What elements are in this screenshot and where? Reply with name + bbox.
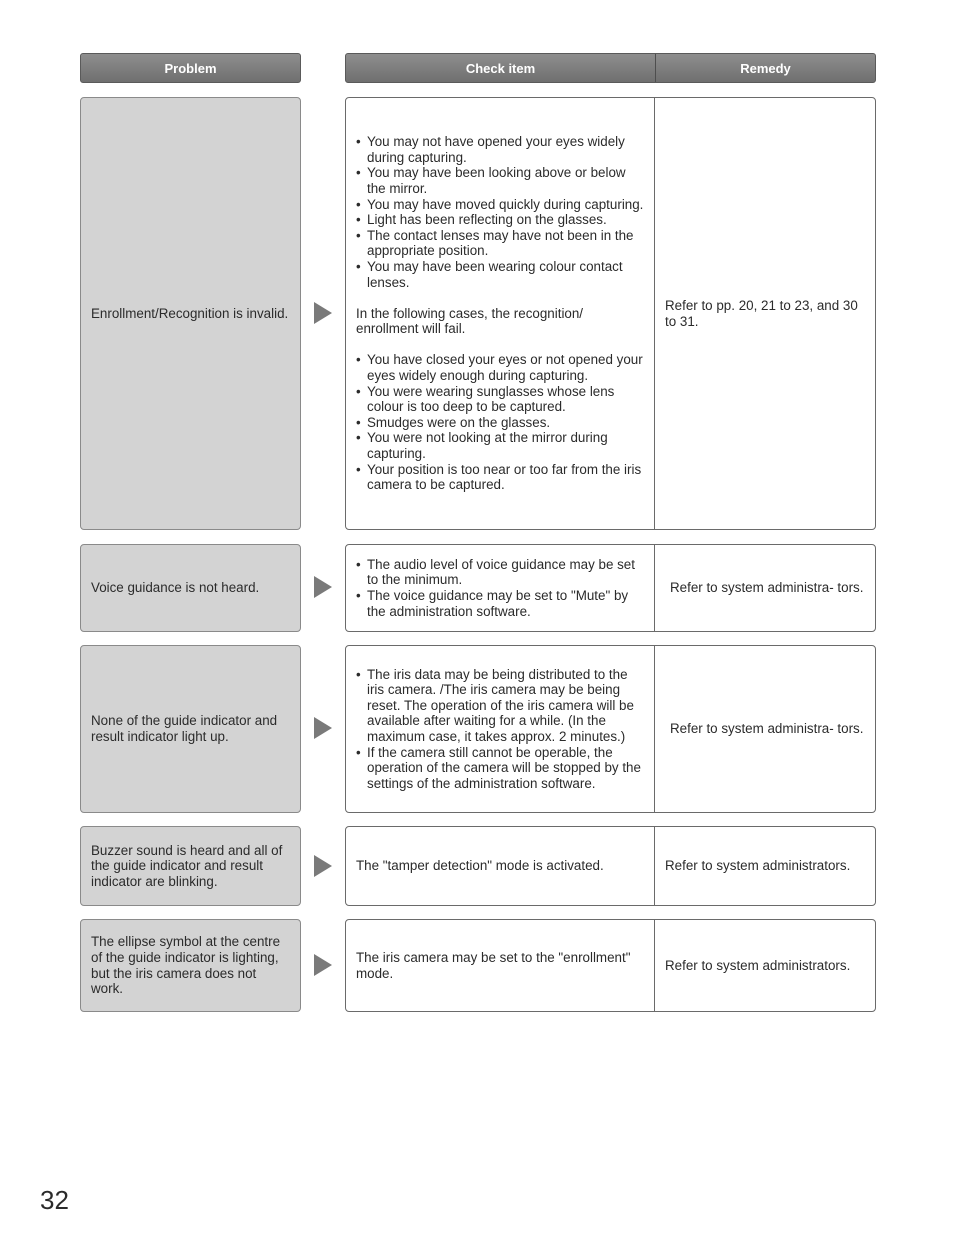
check-item-cell: [346, 827, 655, 905]
remedy-cell: [655, 920, 875, 1011]
problem-text: Buzzer sound is heard and all of the guide indicator and result indicator are blinking.: [91, 842, 283, 889]
problem-text: The ellipse symbol at the centre of the guide indicator is lighting, but the iris camera does not work.: [91, 934, 281, 997]
arrow-right-icon: [314, 302, 332, 324]
check-list: [356, 352, 644, 492]
check-remedy-box: [345, 544, 876, 632]
list-item: • The voice guidance may be set to "Mute" by the administration software.: [356, 588, 644, 619]
list-item: • The iris data may be being distributed to the iris camera. /The iris camera may be being reset. The operation of the iris camera will be available after waiting for a while. (In the maximum case, it takes approx. 2 minutes.): [356, 667, 644, 745]
list-item: • You may not have opened your eyes widely during capturing.: [356, 134, 644, 165]
check-text: The "tamper detection" mode is activated.: [356, 858, 604, 874]
check-list: [356, 134, 644, 290]
table-row: [0, 97, 954, 530]
problem-cell: [80, 645, 301, 813]
remedy-cell: [655, 646, 875, 812]
problem-text: Voice guidance is not heard.: [91, 580, 260, 596]
check-list: [356, 667, 644, 792]
header-remedy: [656, 54, 875, 82]
list-item: • Light has been reflecting on the glasses.: [356, 212, 644, 228]
problem-cell: [80, 919, 301, 1012]
remedy-text: Refer to system administra- tors.: [670, 721, 864, 737]
check-list: [356, 557, 644, 619]
table-row: [0, 919, 954, 1012]
list-item: • You may have been looking above or below the mirror.: [356, 165, 644, 196]
remedy-cell: [655, 827, 875, 905]
header-check-item: [346, 54, 656, 82]
remedy-text: Refer to system administrators.: [665, 957, 851, 973]
problem-cell: [80, 826, 301, 906]
check-item-cell: [346, 98, 655, 529]
header-problem: [80, 53, 301, 83]
problem-text: None of the guide indicator and result indicator light up.: [91, 713, 278, 744]
check-remedy-box: [345, 919, 876, 1012]
list-item: • The audio level of voice guidance may be set to the minimum.: [356, 557, 644, 588]
header-problem-label: Problem: [164, 60, 217, 76]
check-item-cell: [346, 646, 655, 812]
header-check-remedy: [345, 53, 876, 83]
problem-cell: [80, 544, 301, 632]
problem-cell: [80, 97, 301, 530]
remedy-text: Refer to system administra- tors.: [670, 580, 864, 596]
problem-text: Enrollment/Recognition is invalid.: [91, 305, 289, 321]
check-remedy-box: [345, 645, 876, 813]
list-item: • You may have been wearing colour contact lenses.: [356, 259, 644, 290]
check-remedy-box: [345, 97, 876, 530]
arrow-right-icon: [314, 855, 332, 877]
check-item-cell: [346, 920, 655, 1011]
remedy-cell: [655, 545, 875, 631]
arrow-right-icon: [314, 717, 332, 739]
page-number: 32: [40, 1185, 69, 1215]
list-item: • You have closed your eyes or not opened your eyes widely enough during capturing.: [356, 352, 644, 383]
check-item-cell: [346, 545, 655, 631]
list-item: • You may have moved quickly during capturing.: [356, 197, 644, 213]
arrow-right-icon: [314, 954, 332, 976]
check-remedy-box: [345, 826, 876, 906]
list-item: • Your position is too near or too far from the iris camera to be captured.: [356, 462, 644, 493]
list-item: • If the camera still cannot be operable, the operation of the camera will be stopped by the settings of the administration software.: [356, 745, 644, 792]
header-check-item-label: Check item: [465, 60, 536, 76]
remedy-cell: [655, 98, 875, 529]
table-row: [0, 826, 954, 906]
arrow-right-icon: [314, 576, 332, 598]
header-remedy-label: Remedy: [740, 60, 791, 76]
remedy-text: Refer to pp. 20, 21 to 23, and 30 to 31.: [665, 297, 858, 329]
check-note: In the following cases, the recognition/ enrollment will fail.: [356, 305, 584, 337]
list-item: • Smudges were on the glasses.: [356, 415, 644, 431]
check-text: The iris camera may be set to the "enrollment" mode.: [356, 949, 631, 981]
list-item: • You were not looking at the mirror during capturing.: [356, 430, 644, 461]
table-row: [0, 544, 954, 632]
list-item: • You were wearing sunglasses whose lens colour is too deep to be captured.: [356, 384, 644, 415]
list-item: • The contact lenses may have not been in the appropriate position.: [356, 228, 644, 259]
table-row: [0, 645, 954, 813]
remedy-text: Refer to system administrators.: [665, 858, 851, 874]
